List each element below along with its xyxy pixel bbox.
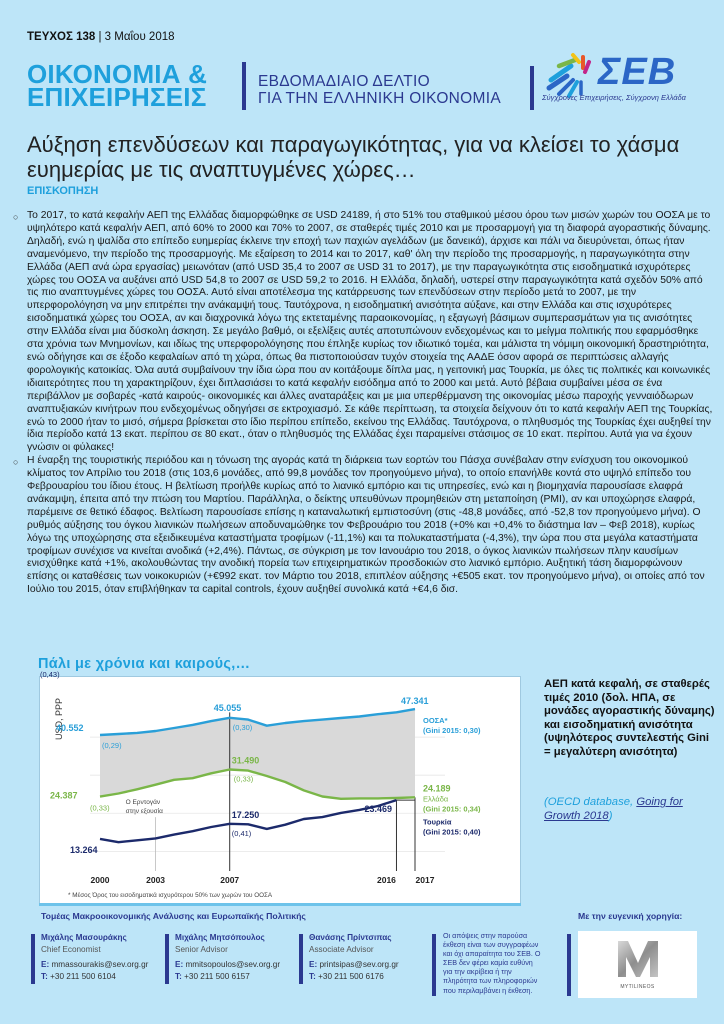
chart-section-title: Πάλι με χρόνια και καιρούς,… <box>38 656 251 672</box>
contact-card <box>299 932 399 983</box>
contact-role: Associate Advisor <box>309 945 374 955</box>
phone-label: T: <box>41 971 48 981</box>
source-suffix: ) <box>608 809 613 822</box>
issue-info <box>27 31 175 43</box>
issue-separator: | <box>98 31 102 43</box>
bullet-circle-icon: ○ <box>13 212 19 222</box>
newsletter-subtitle <box>258 73 501 107</box>
source-prefix: (OECD database, <box>544 796 637 808</box>
email-label: E: <box>309 959 318 969</box>
contact-name: Θανάσης Πρίντσιπας <box>309 933 392 942</box>
gdp-chart <box>39 670 521 904</box>
article-body <box>13 210 713 650</box>
bullet-text-2: Η έναρξη της τουριστικής περιόδου και η τόνωση της αγοράς κατά τη διάρκεια των εορτών του Πάσχα συνέβαλαν στην ενίσχυση του οικονομικού κλίματος τον Απρίλιο του 2018 (στις 103,6 μονάδες, από 99,8 μονάδες τον προηγούμενο μήνα), το οποίο επανήλθε κοντά στο υψηλό επίπεδο του Φεβρουαρίου του ίδιου έτους. Η βελτίωση προήλθε κυρίως από το λιανικό εμπόριο και τις υπηρεσίες, ενώ και η βιομηχανία παρουσίασε ελαφρά ανάκαμψη, έπειτα από την πτώση του Μαρτίου. Παράλληλα, ο δείκτης υπευθύνων προμηθειών στη μεταποίηση (PMI), αν και υποχώρησε ελαφρά, παρέμεινε σε θετικό έδαφος. Βελτίωση παρουσίασε επίσης η καταναλωτική εμπιστοσύνη (στις -48,8 μονάδες, από -52,8 τον προηγούμενο μήνα). Ο ρυθμός αύξησης του όγκου λιανικών πωλήσεων αποδυναμώθηκε τον Φεβρουάριο του 2018 (+0% και +0,4% το διάστημα Ιαν – Φεβ 2018), κυρίως λόγω της υποχώρησης στα εξειδικευμένα καταστήματα τροφίμων (-11,1%) και τα πολυκαταστήματα (-4,3%), την ώρα που στα μεγάλα καταστήματα τροφίμων συνέχισε να κινείται ανοδικά (+2,4%). Πάντως, σε σύγκριση με τον Ιανουάριο του 2018, ο όγκος λιανικών πωλήσεων πλην καυσίμων ενισχύθηκε κατά +1%, ακολουθώντας την ανοδική πορεία των επιχειρηματικών προσδοκιών στο λιανικό εμπόριο. Αυξητική τάση διαμορφώνουν επίσης οι καταθέσεις των νοικοκυριών (+€992 εκατ. τον Μάρτιο του 2018, επιπλέον αύξησης +€505 εκατ. τον προηγούμενο μήνα), οι οποίες από τον Ιούλιο του 2015, όταν επιβλήθηκαν τα capital controls, έχουν αυξηθεί συνολικά κατά +€4,6 δισ. <box>27 455 705 596</box>
contact-phone: +30 211 500 6176 <box>318 971 384 981</box>
subtitle-line-2: ΓΙΑ ΤΗΝ ΕΛΛΗΝΙΚΗ ΟΙΚΟΝΟΜΙΑ <box>258 90 501 107</box>
contact-email[interactable]: mmitsopoulos@sev.org.gr <box>185 959 281 969</box>
data-label-gini: (0,41) <box>231 828 252 838</box>
legend-value: 24.189 <box>423 783 451 794</box>
annotation-line-1: Ο Ερντογάν <box>125 798 161 806</box>
contact-email-row <box>175 959 280 971</box>
contact-phone: +30 211 500 6104 <box>50 971 116 981</box>
data-label-value: 24.387 <box>50 790 78 801</box>
email-label: E: <box>175 959 184 969</box>
contact-role: Chief Economist <box>41 945 101 955</box>
legend-gini: (Gini 2015: 0,34) <box>423 804 481 814</box>
contact-phone-row <box>309 971 399 983</box>
contact-phone-row <box>175 971 280 983</box>
phone-label: T: <box>175 971 182 981</box>
data-label-value: 17.250 <box>231 809 260 820</box>
legend-gini: (Gini 2015: 0,30) <box>423 726 481 736</box>
bullet-paragraph-1 <box>13 210 713 455</box>
data-label-value: 23.469 <box>364 804 393 815</box>
contact-role: Senior Advisor <box>175 945 228 955</box>
newsletter-brand <box>27 59 208 112</box>
annotation-line-2: στην εξουσία <box>125 807 163 815</box>
subtitle-line-1: ΕΒΔΟΜΑΔΙΑΙΟ ΔΕΛΤΙΟ <box>258 73 430 90</box>
sponsor-title: Με την ευγενική χορηγία: <box>578 911 683 921</box>
x-tick-label: 2016 <box>377 875 396 885</box>
sponsor-logo <box>578 931 697 998</box>
data-label-gini: (0,29) <box>102 740 122 750</box>
contact-card <box>165 932 280 983</box>
data-label-gini: (0,43) <box>40 670 60 679</box>
contact-email[interactable]: printsipas@sev.org.gr <box>319 959 399 969</box>
email-label: E: <box>41 959 50 969</box>
contact-email-row <box>309 959 399 971</box>
data-label-value: 13.264 <box>70 844 98 855</box>
legend-name: Τουρκία <box>423 817 452 827</box>
data-label-gini: (0,33) <box>233 774 254 784</box>
contact-phone: +30 211 500 6157 <box>184 971 250 981</box>
chart-caption: ΑΕΠ κατά κεφαλή, σε σταθερές τιμές 2010 (δολ. ΗΠΑ, σε μονάδες αγοραστικής δύναμης) και εισοδηματική ανισότητα (υψηλότερος συντελεστής Gini = μεγαλύτερη ανισότητα) <box>544 678 715 758</box>
data-label-gini: (0,30) <box>232 722 253 732</box>
sev-tagline: Σύγχρονες Επιχειρήσεις, Σύγχρονη Ελλάδα <box>542 93 686 102</box>
sponsor-divider <box>567 934 571 996</box>
contact-phone-row <box>41 971 148 983</box>
bullet-circle-icon: ○ <box>13 457 19 468</box>
bullet-text-1: Το 2017, το κατά κεφαλήν ΑΕΠ της Ελλάδας διαμορφώθηκε σε USD 24189, ή στο 51% του σταθμικού μέσου όρου των μισών χωρών του ΟΟΣΑ με το υψηλότερο κατά κεφαλήν ΑΕΠ, από 60% το 2000 και 70% το 2007, σε σταθερές τιμές 2010 και με προσαρμογή για τη διαφορά αγοραστικής δύναμης. Δηλαδή, ενώ η ψαλίδα στο επίπεδο ευημερίας έκλεινε την εποχή των παχιών αγελάδων (με δανεικά), άρχισε και πάλι να διευρύνεται, όπως ήταν αναμενόμενο, την περίοδο της προσαρμογής. Με εξαίρεση το 2014 και το 2017, καθ' όλη την περίοδο της προσαρμογής, η παραγωγικότητα στην Ελλάδα (ΑΕΠ ανά ώρα εργασίας) μειωνόταν (από USD 35,4 το 2007 σε USD 31 το 2017), με την παραγωγικότητα στις εισοδηματικά ισχυρότερες χώρες του ΟΟΣΑ να αυξάνει από USD 54,8 το 2007 σε USD 59,2 το 2016. Η Ελλάδα, δηλαδή, υστερεί στην παραγωγικότητα κατά σχεδόν 50% από τις πιο αναπτυγμένες χώρες του ΟΟΣΑ. Αυτό είναι αποτέλεσμα της κατάρρευσης των επενδύσεων στην περίοδο μετά το 2007, με την υπερφορολόγηση να μην επιτρέπει την ανάκαμψή τους. Ταυτόχρονα, η εισοδηματική ανισότητα αύξανε, και στην Ελλάδα και στις ισχυρότερες εισοδηματικά χώρες του ΟΟΣΑ, αν και διαχρονικά λόγω της εκτεταμένης παραοικονομίας, η εξαγωγή βάσιμων συμπερασμάτων για τις ανισότητες στην Ελλάδα είναι μια δύσκολη άσκηση. Σε μεγάλο βαθμό, οι εξελίξεις αυτές αποτυπώνουν ενδεχομένως και το μείγμα πολιτικής που εφαρμόσθηκε στα χρόνια των Μνημονίων, και ιδίως της υπερφορολόγησης που έπληξε κυρίως τον ιδιωτικό τομέα, και μάλιστα τη νόμιμη οικονομική δραστηριότητα, ενώ οδήγησε και σε έξοδο κεφαλαίων από τη χώρα, όπως θα πιστοποιούσαν τυχόν στοιχεία της ΑΑΔΕ όσον αφορά σε περιπτώσεις αλλαγής φορολογικής κατοικίας. Όλα αυτά συμβαίνουν την ίδια ώρα που αν κοιτάξουμε δίπλα μας, η γειτονική μας Τουρκία, με όλες τις πολιτικές και κοινωνικές ιδιαιτερότητες που τη χαρακτηρίζουν, έχει διπλασιάσει το κατά κεφαλήν εισόδημα από το 2000 και μετά. Αυτό βέβαια συμβαίνει μέσα σε ένα περιβάλλον με σοβαρές -κατά καιρούς- οικονομικές και άλλες αναταράξεις και με μια υπερθέρμανση της οικονομίας μέσω παροχής γενναιόδωρων αναπτυξιακών κινήτρων που ενδεχομένως οδηγήσει σε εκτροχιασμό. Σε κάθε περίπτωση, τα στοιχεία δείχνουν ότι το κατά κεφαλήν ΑΕΠ της Τουρκίας, ενώ το 2000 ήταν το μισό, σήμερα βρίσκεται στο ίδιο περίπου επίπεδο, εκείνου της Ελλάδας. Ταυτόχρονα, ο πληθυσμός της Τουρκίας έχει αυξηθεί την ίδια περίοδο κατά 13 εκατ. περίπου σε 80 εκατ., όταν ο πληθυσμός της Ελλάδας έχει παραμείνει στάσιμος σε 10 εκατ. περίπου. Αυτά για να έχουν γνώσιν οι φύλακες! <box>27 210 713 454</box>
source-link-going-for-growth[interactable]: Going for Growth 2018 <box>544 796 683 822</box>
issue-number: ΤΕΥΧΟΣ 138 <box>27 31 96 43</box>
disclaimer: Οι απόψεις στην παρούσα έκθεση είναι των συγγραφέων και όχι απαραίτητα του ΣΕΒ. Ο ΣΕΒ δεν φέρει καμία ευθύνη για την ακρίβεια ή την πληρότητα των πληροφοριών που περιλαμβάνει η έκθεση. <box>436 931 544 995</box>
x-tick-label: 2003 <box>146 875 166 885</box>
issue-date: 3 Μαΐου 2018 <box>104 31 175 43</box>
x-tick-label: 2017 <box>415 875 435 885</box>
contact-card <box>31 932 148 983</box>
gdp-chart-svg <box>40 670 522 905</box>
chart-source <box>544 796 716 823</box>
y-axis-label: USD, PPP <box>54 697 64 741</box>
data-label-value: 47.341 <box>401 696 429 707</box>
team-title: Τομέας Μακροοικονομικής Ανάλυσης και Ευρωπαϊκής Πολιτικής <box>41 911 306 921</box>
data-label-value: 45.055 <box>213 702 242 713</box>
brand-line-2: ΕΠΙΧΕΙΡΗΣΕΙΣ <box>27 82 207 112</box>
brand-line-1: ΟΙΚΟΝΟΜΙΑ & <box>27 59 208 89</box>
headline: Αύξηση επενδύσεων και παραγωγικότητας, για να κλείσει το χάσμα ευημερίας με τις αναπτυγμένες χώρες… <box>27 132 680 182</box>
sponsor-name: MYTILINEOS <box>620 984 655 990</box>
x-tick-label: 2007 <box>220 875 240 885</box>
bullet-paragraph-2 <box>13 455 713 597</box>
phone-label: T: <box>309 971 316 981</box>
chart-underline <box>39 903 521 906</box>
data-label-value: 40.552 <box>56 722 84 733</box>
legend-name: Ελλάδα <box>423 794 449 804</box>
legend-gini: (Gini 2015: 0,40) <box>423 827 481 837</box>
contact-email[interactable]: mmassourakis@sev.org.gr <box>51 959 149 969</box>
data-label-value: 31.490 <box>231 755 260 766</box>
x-tick-label: 2000 <box>90 875 110 885</box>
logo-divider <box>530 66 534 110</box>
section-label-overview: ΕΠΙΣΚΟΠΗΣΗ <box>27 185 99 197</box>
data-label-gini: (0,33) <box>90 803 110 813</box>
legend-name: ΟΟΣΑ* <box>423 716 448 726</box>
chart-footnote: * Μέσος Όρος του εισοδηματικά ισχυρότερου 50% των χωρών του ΟΟΣΑ <box>68 892 273 899</box>
contact-email-row <box>41 959 148 971</box>
contact-name: Μιχάλης Μασουράκης <box>41 933 127 942</box>
header-divider <box>242 62 246 110</box>
sev-logo-text: ΣΕΒ <box>598 51 677 93</box>
contact-name: Μιχάλης Μητσόπουλος <box>175 933 265 942</box>
